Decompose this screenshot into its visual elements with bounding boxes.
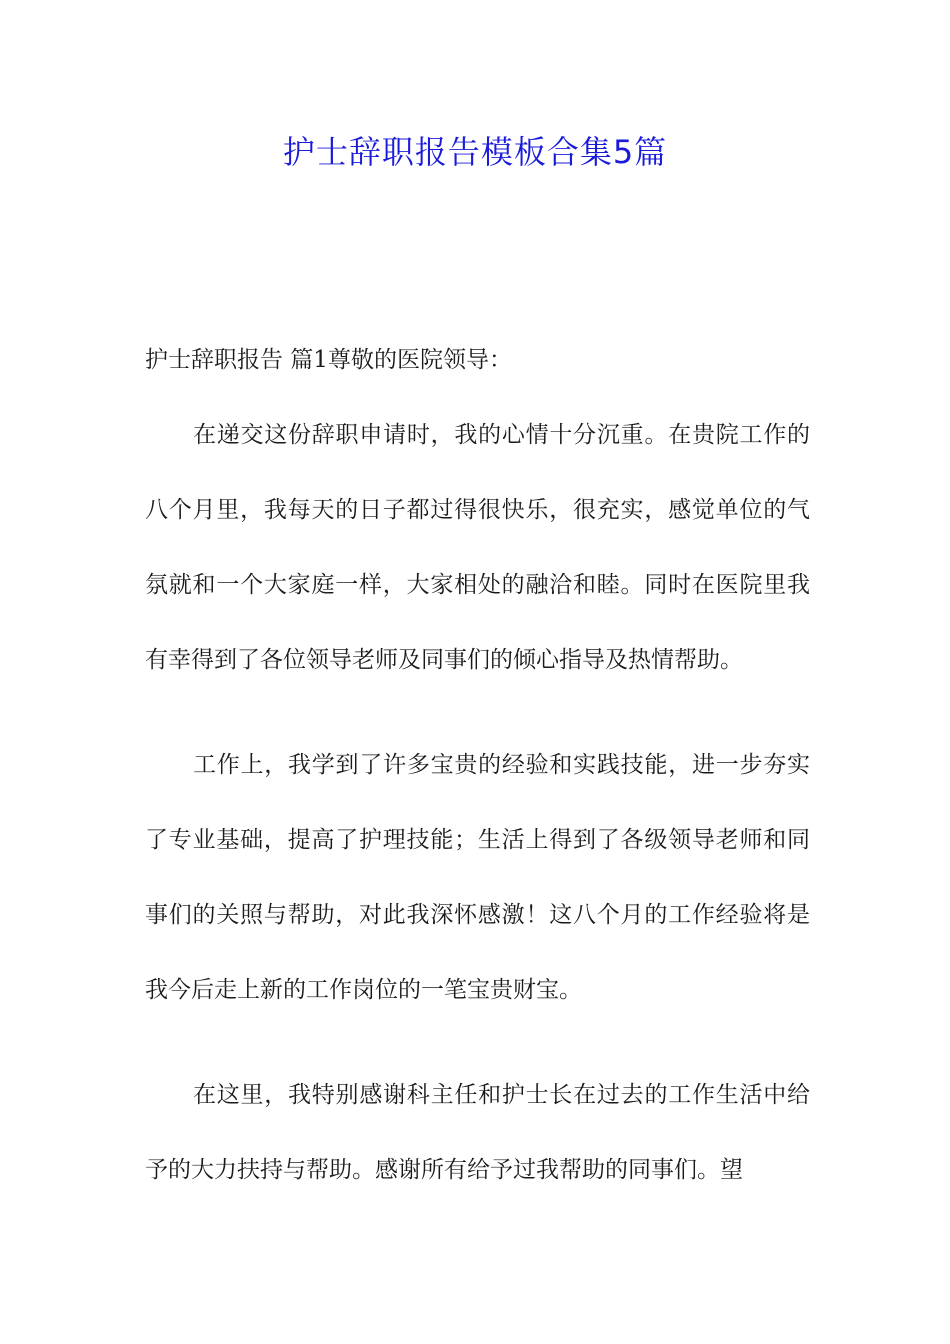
paragraph-1: 在递交这份辞职申请时，我的心情十分沉重。在贵院工作的八个月里，我每天的日子都过得很快乐，很充实，感觉单位的气氛就和一个大家庭一样，大家相处的融洽和睦。同时在医院里我有幸得到了各位领导老师及同事们的倾心指导及热情帮助。 — [145, 422, 810, 673]
salutation-line: 护士辞职报告 篇1尊敬的医院领导： — [145, 347, 512, 373]
document-body — [145, 338, 810, 1208]
document-title: 护士辞职报告模板合集5篇 — [282, 133, 668, 171]
paragraph-3: 在这里，我特别感谢科主任和护士长在过去的工作生活中给予的大力扶持与帮助。感谢所有给予过我帮助的同事们。望 — [145, 1082, 810, 1183]
paragraph-2: 工作上，我学到了许多宝贵的经验和实践技能，进一步夯实了专业基础，提高了护理技能；生活上得到了各级领导老师和同事们的关照与帮助，对此我深怀感激！这八个月的工作经验将是我今后走上新的工作岗位的一笔宝贵财宝。 — [145, 752, 810, 1003]
